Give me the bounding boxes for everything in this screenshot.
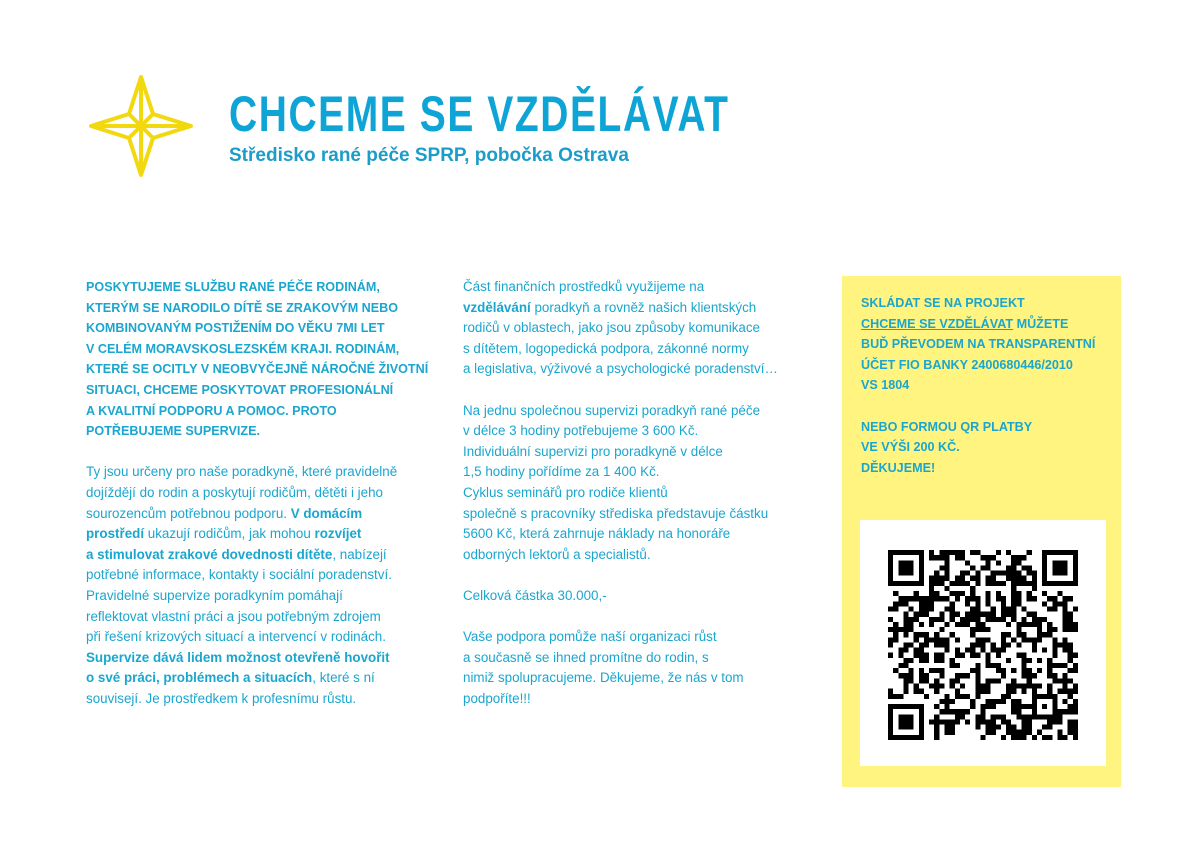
qr-code-icon — [888, 550, 1078, 740]
star-compass-icon — [88, 74, 194, 178]
variable-symbol: VS 1804 — [861, 378, 910, 393]
text-line: SKLÁDAT SE NA PROJEKT — [861, 296, 1025, 310]
text-run: poradkyň a rovněž našich klientských — [530, 299, 757, 315]
text-line: Část finančních prostředků využijeme na — [463, 279, 705, 294]
funding-paragraph — [463, 277, 823, 380]
text-line: Individuální supervizi pro poradkyně v délce — [463, 443, 723, 459]
bold-run: prostředí — [86, 526, 145, 542]
intro-line: SITUACI, CHCEME POSKYTOVAT PROFESIONÁLNÍ — [86, 382, 394, 397]
bold-run: V domácím — [290, 505, 363, 521]
text-run: , nabízejí — [332, 546, 387, 562]
intro-line: KOMBINOVANÝM POSTIŽENÍM DO VĚKU 7MI LET — [86, 321, 385, 336]
text-line: Na jednu společnou supervizi poradkyň rané péče — [463, 402, 761, 418]
text-line: Pravidelné supervize poradkyním pomáhají — [86, 587, 343, 603]
text-line — [86, 668, 444, 689]
bold-run: o své práci, problémech a situacích — [86, 670, 313, 686]
bold-run: rozvíjet — [314, 526, 362, 542]
intro-line: KTERÝM SE NARODILO DÍTĚ SE ZRAKOVÝM NEBO — [86, 300, 399, 315]
column-middle — [463, 277, 823, 730]
bank-transfer-paragraph — [861, 293, 1116, 396]
qr-payment-paragraph — [861, 417, 1116, 479]
page-title: CHCEME SE VZDĚLÁVAT — [229, 86, 730, 142]
qr-code-box — [860, 520, 1106, 766]
text-line: a současně se ihned promítne do rodin, s — [463, 649, 709, 665]
total-amount: Celková částka 30.000,- — [463, 587, 607, 603]
account-number: ÚČET FIO BANKY 2400680446/2010 — [861, 357, 1073, 372]
text-line — [86, 524, 444, 545]
text-line: s dítětem, logopedická podpora, zákonné normy — [463, 340, 749, 356]
column-left — [86, 277, 444, 730]
text-line: 5600 Kč, která zahrnuje náklady na honoráře — [463, 526, 731, 542]
text-line — [86, 545, 444, 566]
text-line: podpoříte!!! — [463, 690, 531, 706]
page-subtitle: Středisko rané péče SPRP, pobočka Ostrava — [229, 145, 629, 166]
bold-line: Supervize dává lidem možnost otevřeně hovořit — [86, 649, 390, 665]
intro-paragraph — [86, 277, 444, 442]
costs-paragraph — [463, 401, 823, 566]
text-run: sourozencům potřebnou podporu. — [86, 505, 291, 521]
thanks-paragraph — [463, 627, 823, 709]
project-name: CHCEME SE VZDĚLÁVAT — [861, 316, 1014, 331]
text-line: souvisejí. Je prostředkem k profesnímu růstu. — [86, 690, 357, 706]
text-line: při řešení krizových situací a intervencí v rodinách. — [86, 629, 386, 645]
text-line: NEBO FORMOU QR PLATBY — [861, 419, 1033, 434]
text-line — [86, 504, 444, 525]
thanks-text: DĚKUJEME! — [861, 460, 936, 475]
intro-line: POTŘEBUJEME SUPERVIZE. — [86, 424, 261, 439]
text-line: odborných lektorů a specialistů. — [463, 546, 651, 562]
text-line: dojíždějí do rodin a poskytují rodičům, dětěti i jeho — [86, 484, 383, 500]
text-line: nimiž spolupracujeme. Děkujeme, že nás v tom — [463, 670, 744, 686]
text-line: Cyklus seminářů pro rodiče klientů — [463, 484, 668, 500]
text-line — [861, 314, 1116, 335]
text-run: ukazují rodičům, jak mohou — [144, 526, 315, 542]
intro-line: POSKYTUJEME SLUŽBU RANÉ PÉČE RODINÁM, — [86, 280, 380, 294]
bold-run: a stimulovat zrakové dovednosti dítěte — [86, 546, 333, 562]
text-run: , které s ní — [312, 670, 375, 686]
supervision-paragraph — [86, 462, 444, 709]
text-line: společně s pracovníky střediska představuje částku — [463, 505, 769, 521]
intro-line: V CELÉM MORAVSKOSLEZSKÉM KRAJI. RODINÁM, — [86, 341, 400, 356]
intro-line: A KVALITNÍ PODPORU A POMOC. PROTO — [86, 403, 337, 418]
text-line: Ty jsou určeny pro naše poradkyně, které pravidelně — [86, 464, 398, 480]
text-line: rodičů v oblastech, jako jsou způsoby komunikace — [463, 320, 760, 336]
payment-amount: VE VÝŠI 200 KČ. — [861, 440, 960, 455]
intro-line: KTERÉ SE OCITLY V NEOBVYČEJNĚ NÁROČNÉ ŽIVOTNÍ — [86, 362, 429, 377]
text-line: BUĎ PŘEVODEM NA TRANSPARENTNÍ — [861, 337, 1096, 352]
donation-text — [861, 293, 1116, 499]
text-line — [463, 298, 823, 319]
text-line: v délce 3 hodiny potřebujeme 3 600 Kč. — [463, 423, 699, 439]
text-line: 1,5 hodiny pořídíme za 1 400 Kč. — [463, 464, 660, 480]
donation-panel — [842, 276, 1121, 787]
text-line: Vaše podpora pomůže naší organizaci růst — [463, 629, 717, 645]
bold-run: vzdělávání — [463, 299, 531, 315]
text-line: potřebné informace, kontakty i sociální poradenství. — [86, 567, 392, 583]
text-line: a legislativa, výživové a psychologické poradenství… — [463, 361, 778, 377]
text-run: MŮŽETE — [1013, 316, 1069, 331]
text-line: reflektovat vlastní práci a jsou potřebným zdrojem — [86, 608, 381, 624]
